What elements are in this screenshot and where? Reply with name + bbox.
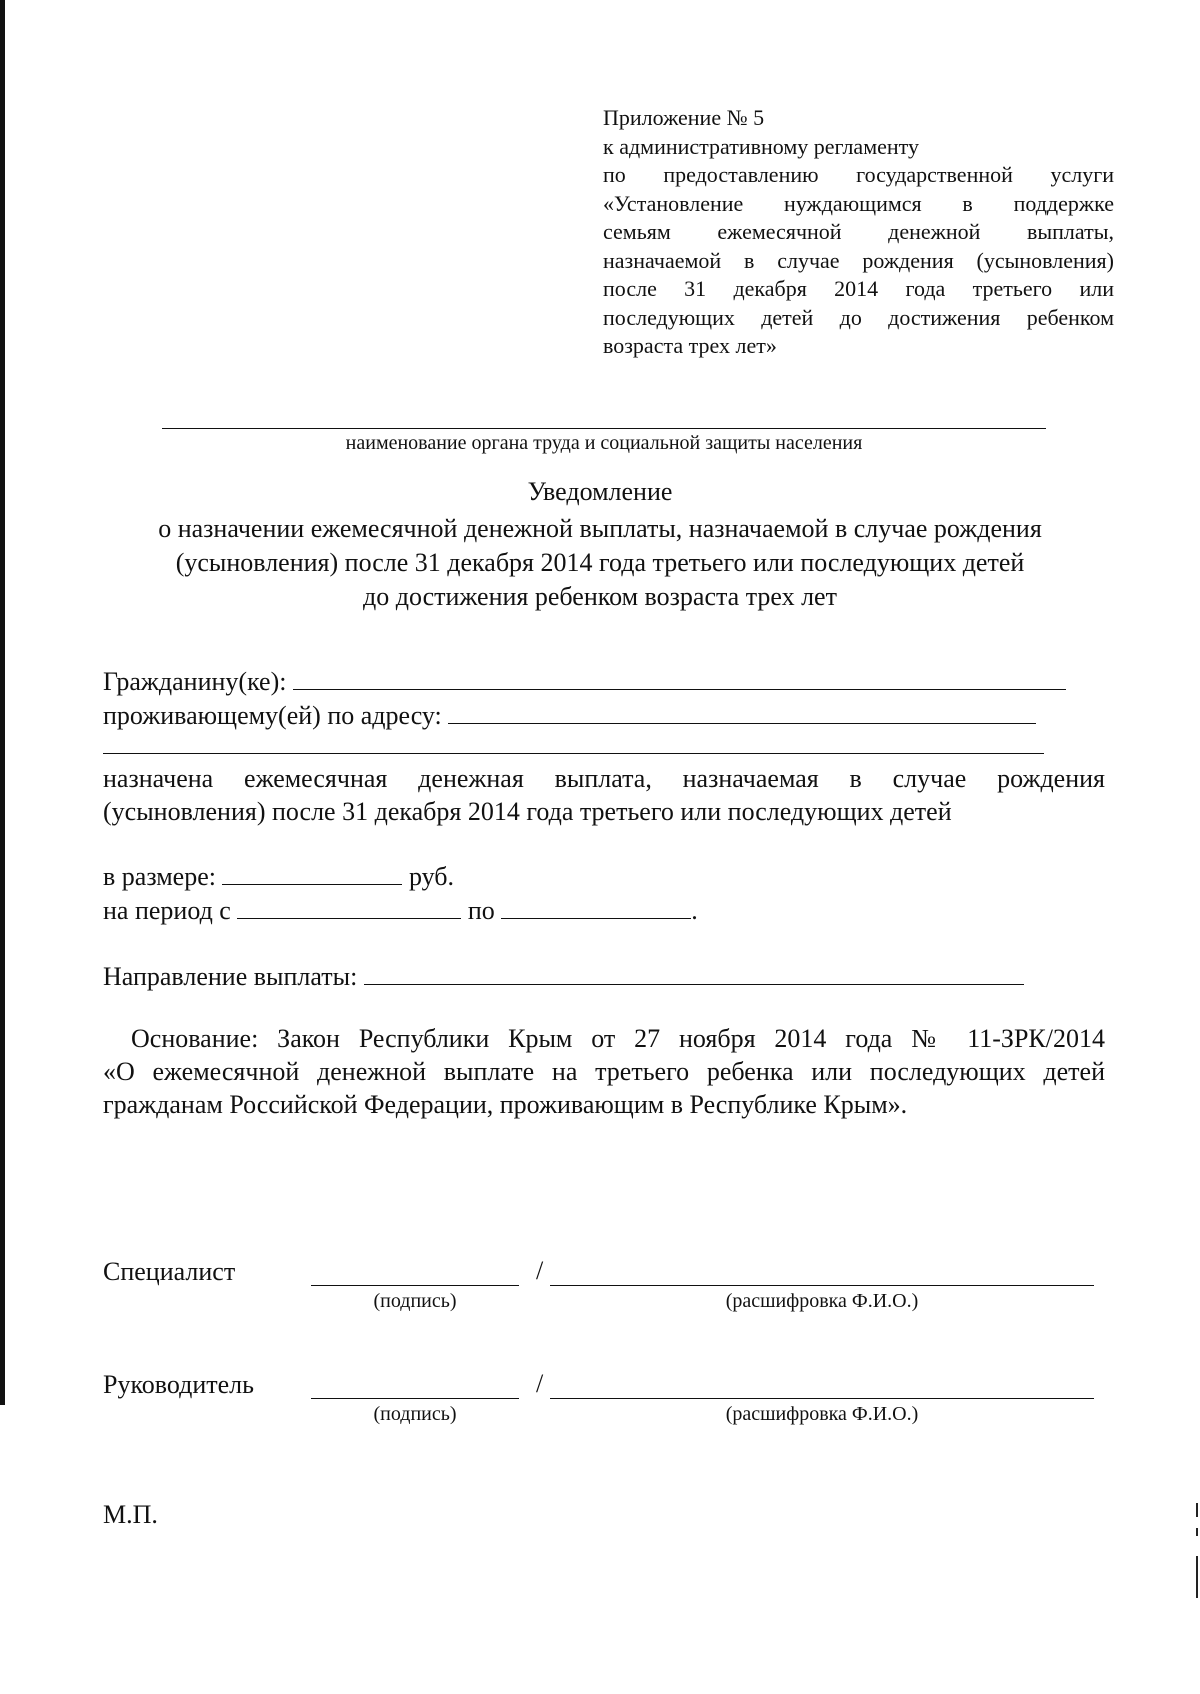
head-signature-field[interactable]: [311, 1398, 519, 1399]
specialist-name-field[interactable]: [550, 1285, 1094, 1286]
direction-field[interactable]: [364, 958, 1024, 985]
basis-paragraph: [103, 1022, 1105, 1121]
stamp-place: М.П.: [103, 1500, 158, 1529]
address-field-continuation[interactable]: [103, 753, 1044, 754]
document-title: Уведомление: [527, 477, 673, 506]
paragraph-line: гражданам Российской Федерации, проживающим в Республике Крым».: [103, 1090, 908, 1119]
title-line: (усыновления) после 31 декабря 2014 года третьего или последующих детей: [175, 548, 1025, 577]
organ-name-caption: наименование органа труда и социальной защиты населения: [345, 432, 863, 454]
citizen-row: [103, 663, 1066, 697]
scan-mark: [1196, 1503, 1198, 1517]
head-label: Руководитель: [103, 1370, 254, 1399]
appendix-line: к административному регламенту: [603, 133, 919, 159]
address-row: [103, 697, 1036, 731]
period-label: на период с: [103, 896, 231, 925]
appendix-line: по предоставлению государственной услуги: [603, 162, 1114, 187]
appendix-line: «Установление нуждающимся в поддержке: [603, 190, 1114, 216]
period-end: .: [691, 896, 698, 925]
signature-separator: /: [536, 1256, 544, 1285]
appendix-line: последующих детей до достижения ребенком: [603, 304, 1114, 330]
citizen-field[interactable]: [293, 663, 1066, 690]
amount-field[interactable]: [222, 858, 402, 885]
amount-label: в размере:: [103, 862, 216, 891]
appendix-block: [603, 104, 1114, 361]
appendix-line: Приложение № 5: [603, 105, 765, 130]
signature-caption: (подпись): [373, 1290, 457, 1312]
period-to-field[interactable]: [501, 892, 691, 919]
paragraph-line: назначена ежемесячная денежная выплата, назначаемая в случае рождения: [103, 764, 1105, 793]
signature-separator: /: [536, 1369, 544, 1398]
name-caption: (расшифровка Ф.И.О.): [725, 1290, 919, 1312]
title-line: о назначении ежемесячной денежной выплаты, назначаемой в случае рождения: [158, 514, 1042, 543]
amount-row: [103, 858, 454, 892]
scan-edge: [0, 0, 5, 1405]
direction-label: Направление выплаты:: [103, 962, 358, 991]
specialist-label: Специалист: [103, 1257, 236, 1286]
paragraph-line: Основание: Закон Республики Крым от 27 ноября 2014 года № 11-ЗРК/2014: [131, 1024, 1105, 1053]
appendix-line: назначаемой в случае рождения (усыновления): [603, 247, 1114, 273]
assigned-paragraph: [103, 762, 1105, 828]
organ-name-line[interactable]: [162, 428, 1046, 429]
specialist-signature-field[interactable]: [311, 1285, 519, 1286]
paragraph-line: «О ежемесячной денежной выплате на третьего ребенка или последующих детей: [103, 1057, 1105, 1086]
period-from-field[interactable]: [237, 892, 461, 919]
paragraph-line: (усыновления) после 31 декабря 2014 года третьего или последующих детей: [103, 797, 952, 826]
appendix-line: возраста трех лет»: [603, 333, 777, 358]
head-name-field[interactable]: [550, 1398, 1094, 1399]
appendix-line: семьям ежемесячной денежной выплаты,: [603, 219, 1114, 244]
name-caption: (расшифровка Ф.И.О.): [725, 1403, 919, 1425]
scan-mark: [1196, 1528, 1198, 1536]
direction-row: [103, 958, 1024, 992]
address-label: проживающему(ей) по адресу:: [103, 701, 442, 730]
citizen-label: Гражданину(ке):: [103, 667, 287, 696]
signature-caption: (подпись): [373, 1403, 457, 1425]
appendix-line: после 31 декабря 2014 года третьего или: [603, 276, 1114, 301]
amount-unit: руб.: [408, 862, 455, 891]
address-field[interactable]: [448, 697, 1036, 724]
scan-mark: [1196, 1556, 1198, 1598]
period-to-label: по: [467, 896, 495, 925]
title-line: до достижения ребенком возраста трех лет: [363, 582, 837, 611]
period-row: [103, 892, 698, 926]
